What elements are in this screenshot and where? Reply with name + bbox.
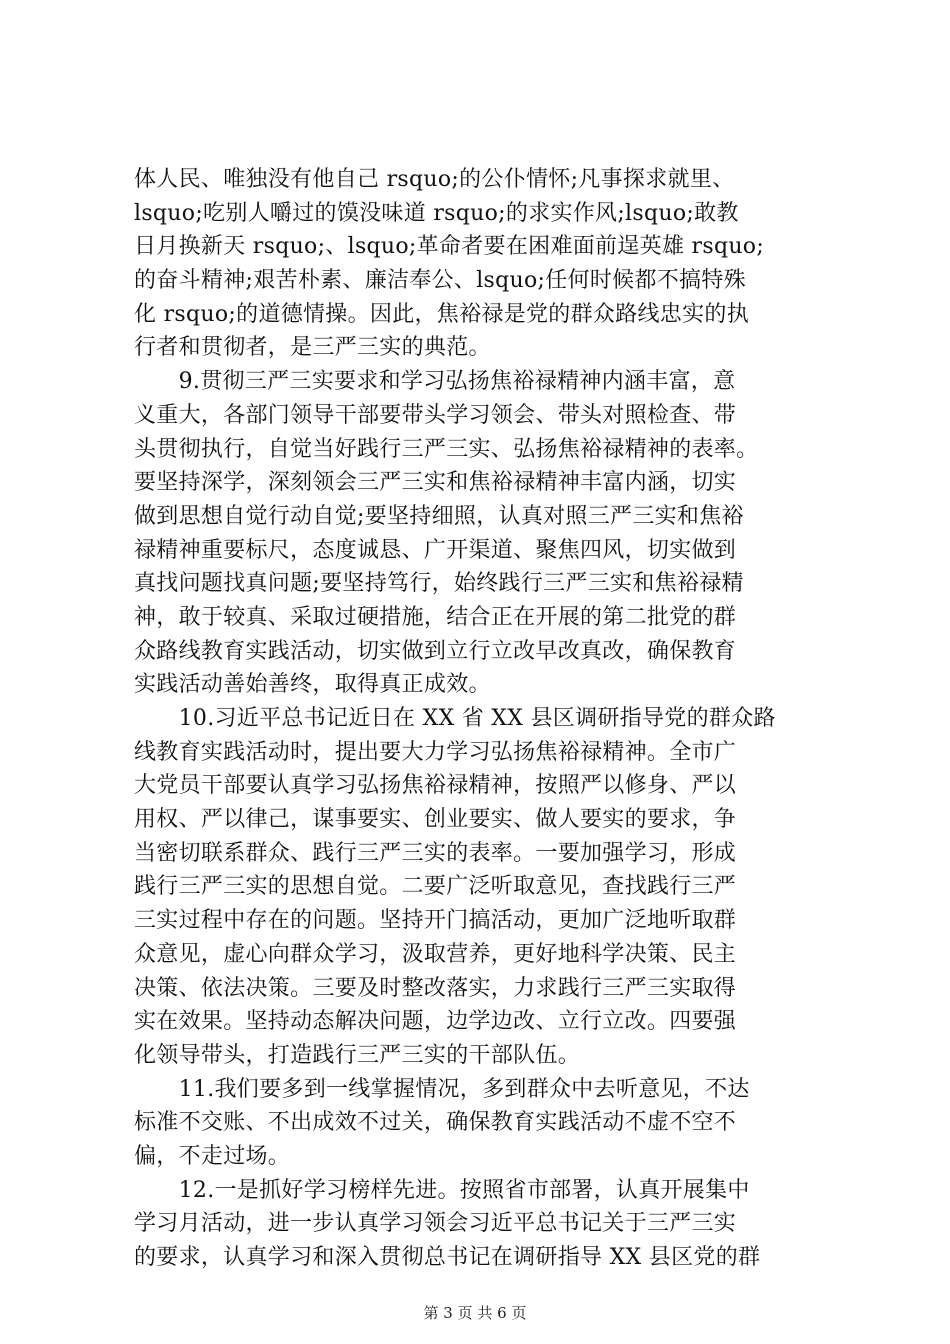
text-line: 三实过程中存在的问题。坚持开门搞活动，更加广泛地听取群 <box>134 908 737 934</box>
text-line: 化领导带头，打造践行三严三实的干部队伍。 <box>134 1042 581 1068</box>
text-line: 日月换新天 rsquo;、lsquo;革命者要在困难面前逞英雄 rsquo; <box>134 234 765 260</box>
text-line: 11.我们要多到一线掌握情况，多到群众中去听意见，不达 <box>134 1076 750 1102</box>
text-line: 要坚持深学，深刻领会三严三实和焦裕禄精神丰富内涵，切实 <box>134 470 737 496</box>
text-line: 众路线教育实践活动，切实做到立行立改早改真改，确保教育 <box>134 638 737 664</box>
text-line: 众意见，虚心向群众学习，汲取营养，更好地科学决策、民主 <box>134 941 737 967</box>
text-line: 体人民、唯独没有他自己 rsquo;的公仆情怀;凡事探求就里、 <box>134 167 735 192</box>
text-line: 9.贯彻三严三实要求和学习弘扬焦裕禄精神内涵丰富，意 <box>134 369 736 395</box>
text-line: 神，敢于较真、采取过硬措施，结合正在开展的第二批党的群 <box>134 604 737 630</box>
text-line: 的要求，认真学习和深入贯彻总书记在调研指导 XX 县区党的群 <box>134 1245 761 1270</box>
text-line: 学习月活动，进一步认真学习领会习近平总书记关于三严三实 <box>134 1211 737 1237</box>
text-line: 大党员干部要认真学习弘扬焦裕禄精神，按照严以修身、严以 <box>134 773 737 799</box>
text-line: 真找问题找真问题;要坚持笃行，始终践行三严三实和焦裕禄精 <box>134 571 744 597</box>
text-line: 标准不交账、不出成效不过关，确保教育实践活动不虚不空不 <box>134 1110 737 1136</box>
text-line: 当密切联系群众、践行三严三实的表率。一要加强学习，形成 <box>134 840 737 866</box>
page-number-footer: 第 3 页 共 6 页 <box>423 1304 527 1322</box>
text-line: 偏，不走过场。 <box>134 1143 291 1169</box>
text-line: 10.习近平总书记近日在 XX 省 XX 县区调研指导党的群众路 <box>134 706 776 731</box>
text-line: 决策、依法决策。三要及时整改落实，力求践行三严三实取得 <box>134 975 737 1001</box>
text-line: 实践活动善始善终，取得真正成效。 <box>134 672 491 698</box>
text-line: 12.一是抓好学习榜样先进。按照省市部署，认真开展集中 <box>134 1177 750 1203</box>
text-line: 化 rsquo;的道德情操。因此，焦裕禄是党的群众路线忠实的执 <box>134 301 750 327</box>
text-line: 做到思想自觉行动自觉;要坚持细照，认真对照三严三实和焦裕 <box>134 503 744 529</box>
text-line: 践行三严三实的思想自觉。二要广泛听取意见，查找践行三严 <box>134 874 737 900</box>
text-line: 用权、严以律己，谋事要实、创业要实、做人要实的要求，争 <box>134 807 737 833</box>
text-line: 禄精神重要标尺，态度诚恳、广开渠道、聚焦四风，切实做到 <box>134 537 737 563</box>
body-text <box>134 163 834 1275</box>
text-line: 头贯彻执行，自觉当好践行三严三实、弘扬焦裕禄精神的表率。 <box>134 436 759 462</box>
text-line: 行者和贯彻者，是三严三实的典范。 <box>134 335 491 361</box>
text-line: 的奋斗精神;艰苦朴素、廉洁奉公、lsquo;任何时候都不搞特殊 <box>134 268 746 294</box>
text-line: lsquo;吃别人嚼过的馍没味道 rsquo;的求实作风;lsquo;敢教 <box>134 200 739 226</box>
text-line: 线教育实践活动时，提出要大力学习弘扬焦裕禄精神。全市广 <box>134 739 737 765</box>
text-line: 实在效果。坚持动态解决问题，边学边改、立行立改。四要强 <box>134 1009 737 1035</box>
text-line: 义重大，各部门领导干部要带头学习领会、带头对照检查、带 <box>134 402 737 428</box>
